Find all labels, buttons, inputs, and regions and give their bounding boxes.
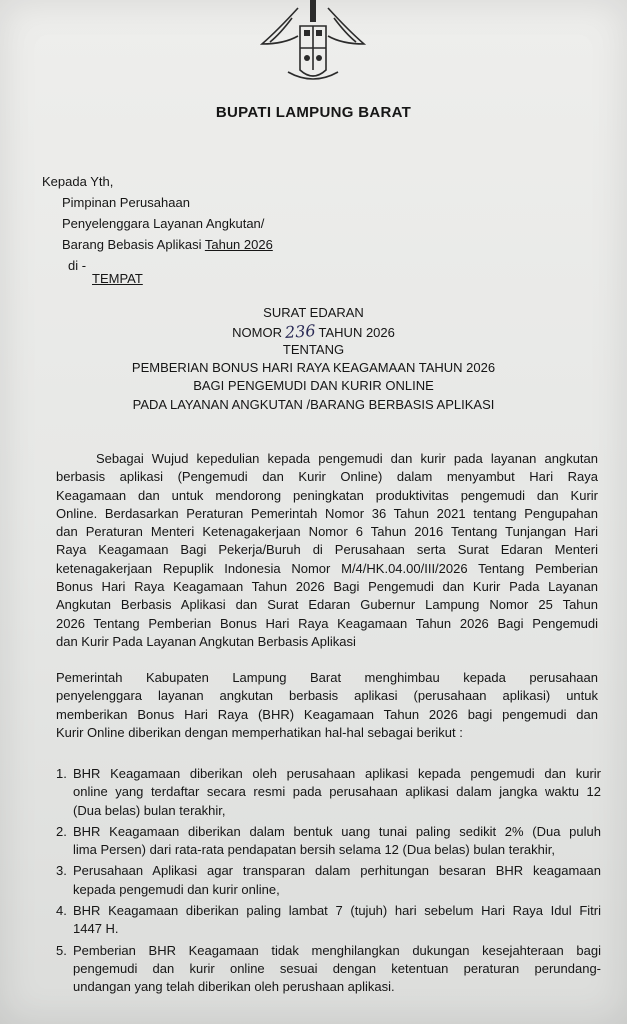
list-item bbox=[56, 902, 601, 939]
letterhead-title: BUPATI LAMPUNG BARAT bbox=[215, 104, 412, 121]
nomor-label: NOMOR bbox=[232, 325, 282, 340]
addressee-line-3-text: Barang Bebasis Aplikasi bbox=[62, 237, 205, 252]
paragraph-line: Kurir Online diberikan dengan memperhatikan hal-hal sebagai berikut : bbox=[56, 724, 463, 740]
list-item-line: Pemberian BHR Keagamaan tidak menghilangkan dukungan kesejahteraan bagi bbox=[73, 942, 601, 958]
list-item-line: undangan yang telah diberikan oleh perushaan aplikasi. bbox=[73, 979, 395, 995]
paragraph-line: penyelenggara layanan angkutan berbasis aplikasi (perusahaan aplikasi) untuk bbox=[56, 688, 598, 704]
list-item-number: 4. bbox=[56, 903, 67, 919]
addressee-di: di - bbox=[68, 258, 87, 273]
addressee-salutation: Kepada Yth, bbox=[42, 174, 114, 189]
surat-nomor bbox=[0, 322, 627, 341]
list-item-line: BHR Keagamaan diberikan paling lambat 7 (tujuh) hari sebelum Hari Raya Idul Fitri bbox=[73, 903, 601, 919]
list-item-number: 2. bbox=[56, 823, 67, 839]
list-item bbox=[56, 823, 601, 860]
list-item-line: lima Persen) dari rata-rata pendapatan bersih selama 12 (Dua belas) bulan terakhir, bbox=[73, 842, 555, 858]
addressee-line-1: Pimpinan Perusahaan bbox=[62, 195, 190, 210]
paragraph-line: dan Kurir Pada Layanan Angkutan Berbasis Aplikasi bbox=[56, 633, 356, 649]
paragraph-line: Bonus Hari Raya Keagamaan Tahun 2026 Bagi Pengemudi dan Kurir Pada Layanan bbox=[56, 579, 598, 595]
paragraph-line: berbasis aplikasi (Pengemudi dan Kurir Online) dalam menyambut Hari Raya bbox=[56, 469, 598, 485]
list-item-line: pengemudi dan kurir online sesuai dengan ketentuan peraturan perundang- bbox=[73, 960, 601, 976]
list-item bbox=[56, 942, 601, 997]
paragraph-line: Online. Berdasarkan Peraturan Pemerintah Nomor 36 Tahun 2021 tentang Pengupahan bbox=[56, 505, 598, 521]
garuda-emblem-icon bbox=[248, 0, 378, 86]
provisions-list bbox=[56, 765, 601, 1000]
list-item-line: BHR Keagamaan diberikan oleh perusahaan aplikasi kepada pengemudi dan kurir bbox=[73, 766, 601, 781]
list-item-line: BHR Keagamaan diberikan dalam bentuk uang tunai paling sedikit 2% (Dua puluh bbox=[73, 823, 601, 839]
paragraph-line: 2026 Tentang Pemberian Bonus Hari Raya Keagamaan Tahun 2026 Bagi Pengemudi bbox=[56, 615, 598, 631]
addressee-year: Tahun 2026 bbox=[204, 237, 273, 252]
paragraph-line: Raya Keagamaan Bagi Pekerja/Buruh di Perusahaan serta Surat Edaran Menteri bbox=[56, 542, 598, 558]
subject-title-line-2: BAGI PENGEMUDI DAN KURIR ONLINE bbox=[193, 378, 434, 393]
paragraph-appeal bbox=[56, 669, 598, 742]
subject-title-line-3: PADA LAYANAN ANGKUTAN /BARANG BERBASIS APLIKASI bbox=[132, 397, 495, 412]
paragraph-line: Pemerintah Kabupaten Lampung Barat menghimbau kepada perusahaan bbox=[56, 670, 598, 685]
addressee-line-3 bbox=[62, 234, 273, 255]
addressee-line-2: Penyelenggara Layanan Angkutan/ bbox=[62, 216, 265, 231]
subject-title-line-1: PEMBERIAN BONUS HARI RAYA KEAGAMAAN TAHUN 2026 bbox=[131, 360, 496, 375]
nomor-handwritten: 236 bbox=[284, 320, 317, 343]
list-item bbox=[56, 862, 601, 899]
paragraph-line: memberikan Bonus Hari Raya (BHR) Keagamaan Tahun 2026 bagi pengemudi dan bbox=[56, 706, 598, 722]
addressee-tempat: TEMPAT bbox=[92, 271, 143, 286]
list-item-line: Perusahaan Aplikasi agar transparan dalam perhitungan besaran BHR keagamaan bbox=[73, 863, 601, 879]
list-item-line: kepada pengemudi dan kurir online, bbox=[73, 881, 280, 897]
paragraph-line: Sebagai Wujud kepedulian kepada pengemudi dan kurir pada layanan angkutan bbox=[96, 451, 598, 466]
list-item-line: online yang terdaftar secara resmi pada perusahaan aplikasi dalam jangka waktu 12 bbox=[73, 784, 601, 800]
paragraph-line: ketenagakerjaan Repuplik Indonesia Nomor M/4/HK.04.00/III/2026 Tentang Pemberian bbox=[56, 560, 598, 576]
list-item bbox=[56, 765, 601, 820]
list-item-line: (Dua belas) bulan terakhir, bbox=[73, 802, 226, 818]
paragraph-line: Keagamaan dan untuk mendorong peningkatan produktivitas pengemudi dan Kurir bbox=[56, 487, 598, 503]
list-item-number: 1. bbox=[56, 766, 67, 781]
list-item-number: 3. bbox=[56, 863, 67, 879]
list-item-number: 5. bbox=[56, 942, 67, 958]
paragraph-line: Angkutan Berbasis Aplikasi dan Surat Edaran Gubernur Lampung Nomor 25 Tahun bbox=[56, 597, 598, 613]
surat-edaran-heading: SURAT EDARAN bbox=[263, 305, 364, 320]
nomor-tahun: TAHUN 2026 bbox=[318, 325, 395, 340]
list-item-line: 1447 H. bbox=[73, 921, 119, 937]
paragraph-opening bbox=[56, 450, 598, 651]
tentang-label: TENTANG bbox=[282, 342, 345, 357]
paragraph-line: dan Peraturan Menteri Ketenagakerjaan Nomor 6 Tahun 2016 Tentang Tunjangan Hari bbox=[56, 524, 598, 540]
